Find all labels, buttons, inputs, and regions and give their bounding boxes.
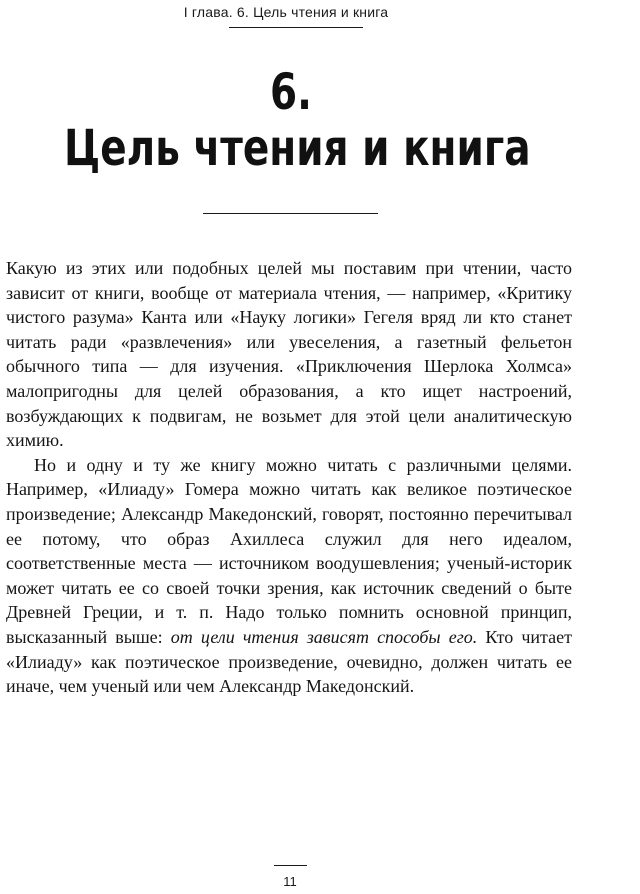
- chapter-title: Цель чтения и книга: [64, 119, 531, 177]
- chapter-number: 6.: [270, 63, 312, 121]
- paragraph-2-italic-principle: от цели чтения зависят способы его.: [170, 626, 478, 647]
- paragraph-2: [6, 453, 572, 699]
- paragraph-2-text-after: Кто читает «Илиаду» как поэтическое произведение, очевидно, должен читать ее иначе, чем ученый или чем Александр Македонский.: [6, 626, 572, 697]
- footer-rule: [274, 865, 307, 866]
- page-number: 11: [283, 874, 297, 889]
- paragraph-1: Какую из этих или подобных целей мы поставим при чтении, часто зависит от книги, вообще от материала чтения, — например, «Критику чистого разума» Канта или «Науку логики» Гегеля вряд ли кто станет читать ради «развлечения» или увеселения, а газетный фельетон обычного типа — для изучения. «Приключения Шерлока Холмса» малопригодны для целей образования, а кто ищет настроений, возбуждающих к подвигам, не возьмет для этой цели аналитическую химию.: [6, 258, 572, 451]
- paragraph-2-text-before: Но и одну и ту же книгу можно читать с различными целями. Например, «Илиаду» Гомера можно читать как великое поэтическое произведение; Александр Македонский, говорят, постоянно перечитывал ее потому, что образ Ахиллеса служил для него идеалом, соответственные места — источником воодушевления; ученый-историк может читать ее со своей точки зрения, как источник сведений о быте Древней Греции, и т. п. Надо только помнить основной принцип, высказанный выше:: [6, 454, 572, 647]
- running-header: I глава. 6. Цель чтения и книга: [183, 4, 389, 20]
- body-text: [6, 256, 572, 699]
- title-rule: [203, 213, 378, 214]
- header-rule: [229, 27, 363, 28]
